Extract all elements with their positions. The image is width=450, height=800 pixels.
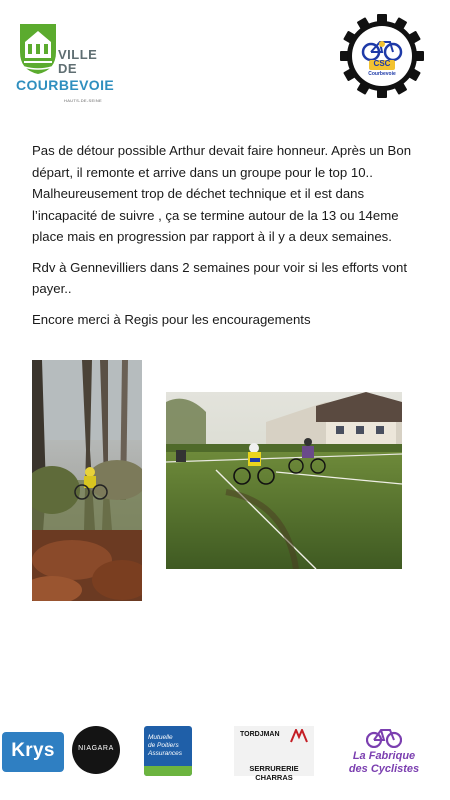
sponsor-mutuelle-logo xyxy=(144,726,192,776)
race-photo-trees xyxy=(32,360,142,601)
sponsor-fabrique-logo xyxy=(336,726,432,778)
article-paragraph: Rdv à Gennevilliers dans 2 semaines pour voir si les efforts vont payer.. xyxy=(32,259,408,296)
city-logo-department: HAUTS-DE-SEINE xyxy=(64,98,102,103)
sponsor-niagara-logo xyxy=(72,726,120,774)
city-logo-name: COURBEVOIE xyxy=(16,77,115,93)
sponsor-mutuelle-line2: de Poitiers xyxy=(148,742,179,749)
sponsor-fabrique-line2: des Cyclistes xyxy=(348,763,420,775)
sponsor-krys-logo xyxy=(2,732,64,772)
tordjman-mark-icon xyxy=(290,729,308,743)
article-paragraph: Encore merci à Regis pour les encouragements xyxy=(32,311,311,327)
sponsor-krys-label: Krys xyxy=(11,740,55,761)
gear-bicycle-icon xyxy=(340,14,424,98)
sponsor-niagara-label: NIAGARA xyxy=(78,745,114,752)
city-logo-line2: DE xyxy=(58,61,78,76)
bicycle-icon xyxy=(366,726,402,748)
club-logo-initials: CSC xyxy=(373,59,391,68)
sponsor-fabrique-line1: La Fabrique xyxy=(352,750,416,762)
courbevoie-emblem-icon xyxy=(18,24,58,74)
club-logo-name: Courbevoie xyxy=(368,71,396,77)
sponsor-tordjman-label: TORDJMAN xyxy=(240,731,280,738)
sponsor-mutuelle-line1: Mutuelle xyxy=(148,734,173,741)
sponsor-tordjman-logo xyxy=(234,726,314,782)
sponsors-bar xyxy=(0,722,450,788)
race-photo-field xyxy=(166,392,402,569)
city-logo-line1: VILLE xyxy=(58,47,98,62)
club-logo xyxy=(340,14,424,98)
article-body xyxy=(32,140,416,339)
sponsor-serrurerie-label: SERRURERIE CHARRAS xyxy=(249,764,299,782)
courbevoie-logo xyxy=(14,22,118,102)
article-paragraph: Pas de détour possible Arthur devait faire honneur. Après un Bon départ, il remonte et arrive dans un groupe pour le top 10.. Malheureusement trop de déchet technique et il est dans l’incapacité de suivre , ça se termine autour de la 13 ou 14eme place mais en progression par rapport à il y a deux semaines. xyxy=(32,143,412,244)
sponsor-mutuelle-line3: Assurances xyxy=(148,750,182,757)
